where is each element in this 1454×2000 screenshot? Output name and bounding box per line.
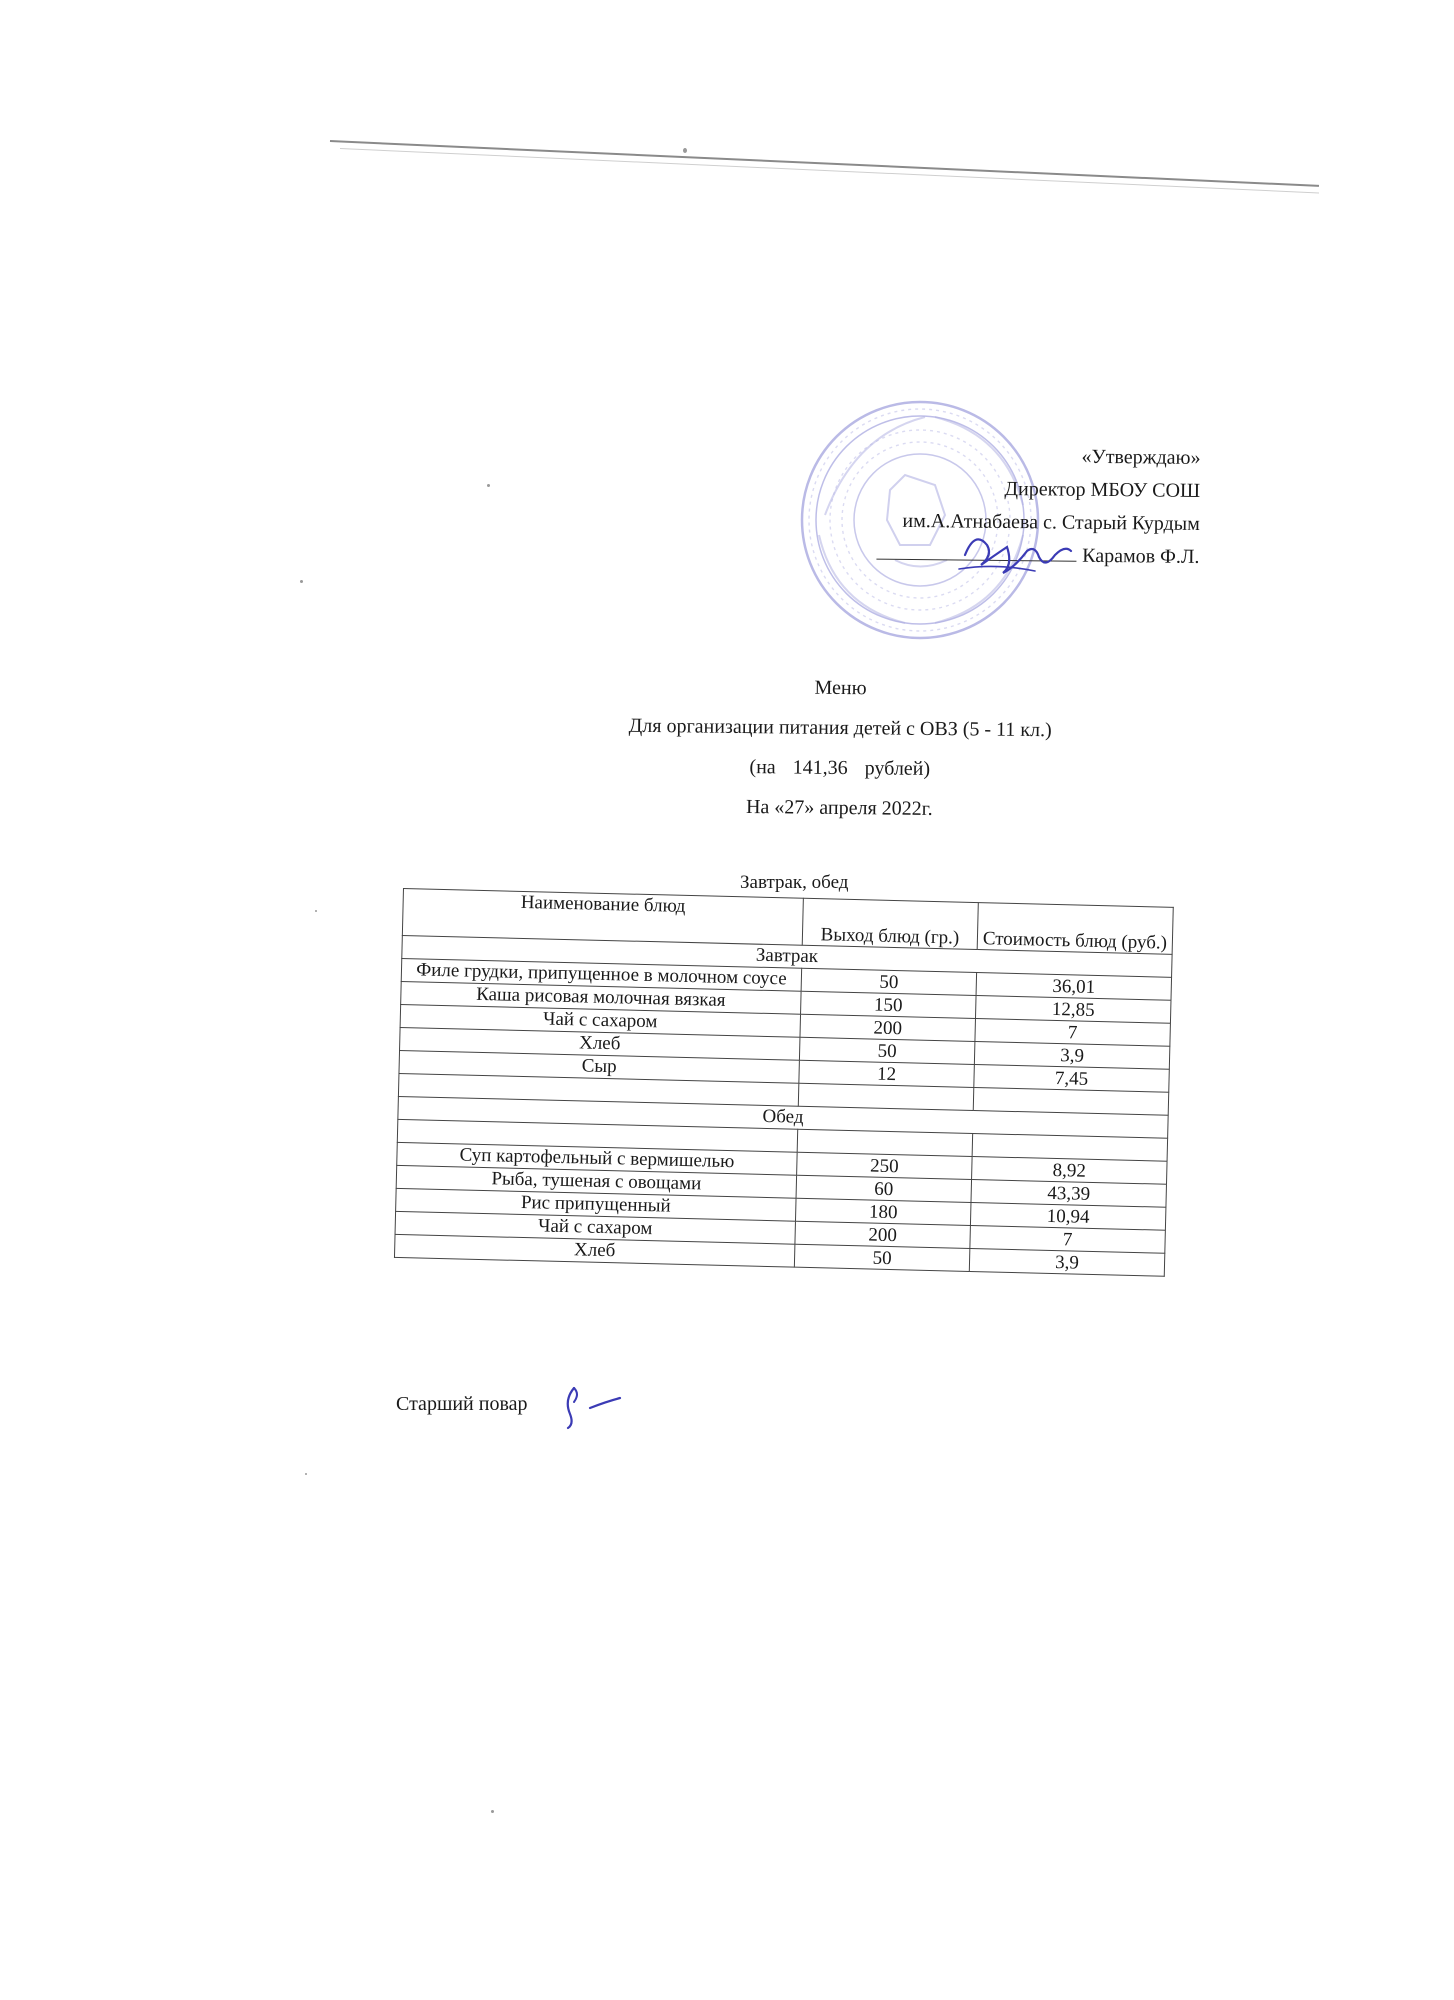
menu-heading bbox=[519, 665, 1161, 832]
scan-speck bbox=[300, 580, 303, 583]
scan-edge-line bbox=[330, 140, 1319, 187]
scan-speck bbox=[315, 910, 317, 912]
dish-cost: 36,01 bbox=[976, 973, 1172, 1001]
dish-weight: 250 bbox=[797, 1152, 973, 1179]
chef-label: Старший повар bbox=[396, 1393, 528, 1415]
dish-weight: 60 bbox=[796, 1175, 972, 1202]
dish-name: Хлеб bbox=[400, 1027, 800, 1060]
price-value: 141,36 bbox=[792, 756, 848, 780]
menu-price-line bbox=[520, 745, 1160, 792]
director-signature bbox=[955, 525, 1075, 585]
approval-director-name: Карамов Ф.Л. bbox=[1082, 544, 1200, 568]
header-weight: Выход блюд (гр.) bbox=[802, 898, 978, 949]
dish-cost: 3,9 bbox=[969, 1248, 1165, 1276]
breakfast-section-label: Завтрак bbox=[402, 935, 1172, 977]
table-caption: Завтрак, обед bbox=[740, 872, 849, 893]
price-prefix: (на bbox=[749, 756, 776, 779]
dish-cost: 7 bbox=[975, 1019, 1171, 1047]
dish-weight: 50 bbox=[794, 1244, 970, 1271]
menu-subtitle: Для организации питания детей с ОВЗ (5 - 11 кл.) bbox=[628, 714, 1052, 742]
menu-table bbox=[394, 888, 1174, 1277]
dish-cost: 7 bbox=[970, 1225, 1166, 1253]
menu-table-container bbox=[394, 888, 1173, 1277]
menu-date: На «27» апреля 2022г. bbox=[745, 796, 933, 820]
dish-name: Сыр bbox=[399, 1050, 799, 1083]
lunch-section-label: Обед bbox=[398, 1096, 1168, 1138]
approval-position: Директор МБОУ СОШ bbox=[1004, 477, 1201, 502]
dish-cost: 3,9 bbox=[974, 1042, 1170, 1070]
dish-name: Чай с сахаром bbox=[395, 1211, 795, 1244]
dish-weight: 12 bbox=[799, 1060, 975, 1087]
menu-title: Меню bbox=[814, 676, 867, 700]
dish-name: Каша рисовая молочная вязкая bbox=[401, 981, 801, 1014]
header-dish-name: Наименование блюд bbox=[402, 889, 803, 946]
scan-speck bbox=[487, 484, 490, 487]
approval-title: «Утверждаю» bbox=[1081, 445, 1201, 469]
dish-name: Суп картофельный с вермишелью bbox=[397, 1142, 797, 1175]
dish-weight: 180 bbox=[795, 1198, 971, 1225]
dish-cost: 8,92 bbox=[972, 1156, 1168, 1184]
dish-cost: 43,39 bbox=[971, 1179, 1167, 1207]
dish-cost: 7,45 bbox=[974, 1065, 1170, 1093]
chef-signature bbox=[560, 1380, 640, 1430]
scan-speck bbox=[305, 1473, 307, 1475]
dish-name: Филе грудки, припущенное в молочном соусе bbox=[401, 958, 801, 991]
dish-name: Хлеб bbox=[394, 1234, 794, 1267]
price-suffix: рублей) bbox=[864, 757, 931, 780]
scan-speck bbox=[491, 1810, 494, 1813]
dish-weight: 50 bbox=[801, 968, 977, 995]
dish-weight: 50 bbox=[799, 1037, 975, 1064]
header-cost: Стоимость блюд (руб.) bbox=[977, 903, 1173, 955]
dish-name: Рис припущенный bbox=[396, 1188, 796, 1221]
dish-name: Рыба, тушеная с овощами bbox=[396, 1165, 796, 1198]
dish-name: Чай с сахаром bbox=[400, 1004, 800, 1037]
dish-weight: 150 bbox=[801, 991, 977, 1018]
dish-cost: 10,94 bbox=[970, 1202, 1166, 1230]
dish-weight: 200 bbox=[800, 1014, 976, 1041]
scan-speck bbox=[683, 148, 687, 153]
scan-edge-line-faint bbox=[340, 148, 1319, 193]
dish-cost: 12,85 bbox=[975, 996, 1171, 1024]
dish-weight: 200 bbox=[795, 1221, 971, 1248]
approval-school: им.А.Атнабаева с. Старый Курдым bbox=[902, 509, 1200, 535]
